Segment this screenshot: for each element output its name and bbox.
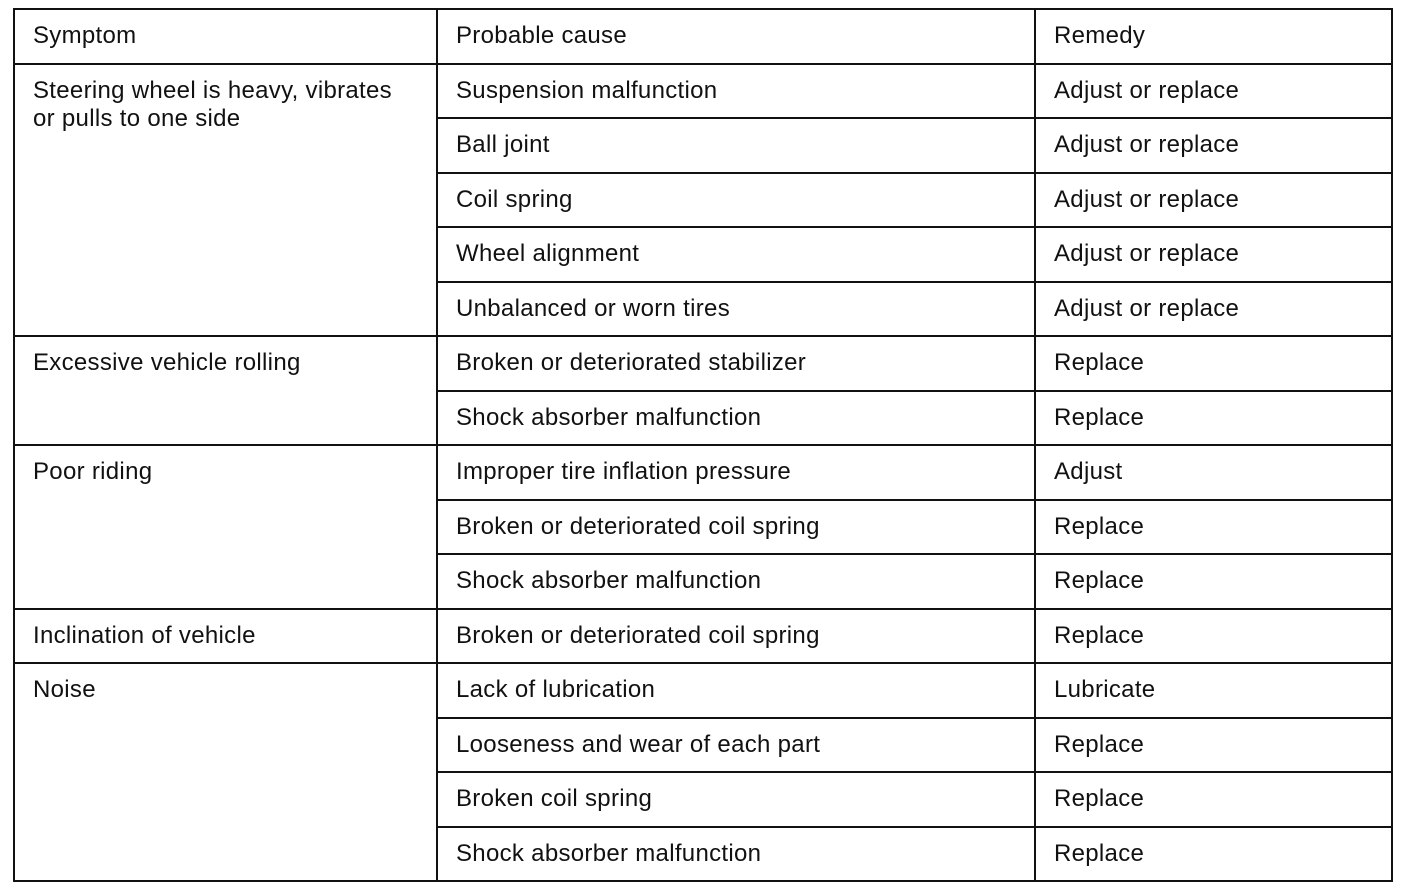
remedy-cell: Replace xyxy=(1035,391,1392,446)
probable-cause-cell: Shock absorber malfunction xyxy=(437,827,1035,882)
probable-cause-cell: Improper tire inflation pressure xyxy=(437,445,1035,500)
table-row xyxy=(14,445,1392,500)
probable-cause-cell: Suspension malfunction xyxy=(437,64,1035,119)
remedy-cell: Replace xyxy=(1035,336,1392,391)
probable-cause-cell: Broken or deteriorated coil spring xyxy=(437,609,1035,664)
probable-cause-cell: Coil spring xyxy=(437,173,1035,228)
remedy-cell: Replace xyxy=(1035,500,1392,555)
header-remedy: Remedy xyxy=(1035,9,1392,64)
remedy-cell: Adjust or replace xyxy=(1035,118,1392,173)
probable-cause-cell: Wheel alignment xyxy=(437,227,1035,282)
probable-cause-cell: Ball joint xyxy=(437,118,1035,173)
table-row xyxy=(14,64,1392,119)
remedy-cell: Adjust or replace xyxy=(1035,64,1392,119)
probable-cause-cell: Shock absorber malfunction xyxy=(437,391,1035,446)
probable-cause-cell: Broken coil spring xyxy=(437,772,1035,827)
remedy-cell: Adjust or replace xyxy=(1035,282,1392,337)
symptom-cell: Steering wheel is heavy, vibrates or pulls to one side xyxy=(14,64,437,337)
symptom-cell: Poor riding xyxy=(14,445,437,609)
probable-cause-cell: Unbalanced or worn tires xyxy=(437,282,1035,337)
remedy-cell: Replace xyxy=(1035,718,1392,773)
probable-cause-cell: Broken or deteriorated coil spring xyxy=(437,500,1035,555)
symptom-cell: Inclination of vehicle xyxy=(14,609,437,664)
symptom-cell: Excessive vehicle rolling xyxy=(14,336,437,445)
probable-cause-cell: Looseness and wear of each part xyxy=(437,718,1035,773)
table-row xyxy=(14,663,1392,718)
table-header xyxy=(14,9,1392,64)
remedy-cell: Lubricate xyxy=(1035,663,1392,718)
remedy-cell: Replace xyxy=(1035,772,1392,827)
remedy-cell: Replace xyxy=(1035,554,1392,609)
remedy-cell: Replace xyxy=(1035,609,1392,664)
symptom-cell: Noise xyxy=(14,663,437,881)
header-symptom: Symptom xyxy=(14,9,437,64)
header-row xyxy=(14,9,1392,64)
remedy-cell: Adjust or replace xyxy=(1035,227,1392,282)
header-probable-cause: Probable cause xyxy=(437,9,1035,64)
probable-cause-cell: Shock absorber malfunction xyxy=(437,554,1035,609)
probable-cause-cell: Lack of lubrication xyxy=(437,663,1035,718)
troubleshooting-table xyxy=(13,8,1393,882)
table-row xyxy=(14,609,1392,664)
remedy-cell: Adjust xyxy=(1035,445,1392,500)
remedy-cell: Replace xyxy=(1035,827,1392,882)
table-row xyxy=(14,336,1392,391)
remedy-cell: Adjust or replace xyxy=(1035,173,1392,228)
probable-cause-cell: Broken or deteriorated stabilizer xyxy=(437,336,1035,391)
table-body xyxy=(14,64,1392,882)
